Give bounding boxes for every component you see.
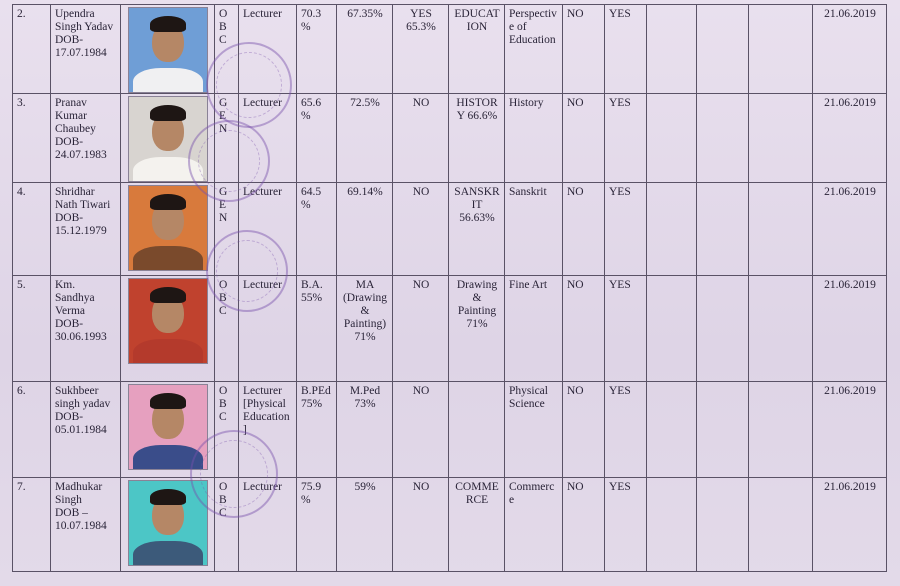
empty-cell <box>697 5 749 94</box>
candidate-name-cell <box>51 94 121 183</box>
subject-percent: COMMERCE <box>449 478 505 572</box>
serial-number: 6. <box>13 382 51 478</box>
category-cell <box>215 5 239 94</box>
candidate-photo <box>128 7 208 93</box>
graduation-percent: B.A. 55% <box>297 276 337 382</box>
candidate-name: Upendra Singh Yadav <box>55 8 114 33</box>
empty-cell <box>697 478 749 572</box>
date-of-birth: DOB-05.01.1984 <box>55 411 107 436</box>
candidate-name-cell <box>51 183 121 276</box>
serial-number: 5. <box>13 276 51 382</box>
candidate-name-cell <box>51 5 121 94</box>
empty-cell <box>697 382 749 478</box>
column-yes: YES <box>605 276 647 382</box>
photo-cell <box>121 382 215 478</box>
specialization: Fine Art <box>505 276 563 382</box>
post: Lecturer <box>239 478 297 572</box>
empty-cell <box>697 183 749 276</box>
specialization: Physical Science <box>505 382 563 478</box>
subject-percent: HISTORY 66.6% <box>449 94 505 183</box>
appointment-date: 21.06.2019 <box>813 478 887 572</box>
graduation-percent: 70.3 % <box>297 5 337 94</box>
photo-cell <box>121 5 215 94</box>
photo-cell <box>121 183 215 276</box>
specialization: Perspective of Education <box>505 5 563 94</box>
candidate-row <box>13 478 887 572</box>
subject-percent: SANSKRIT 56.63% <box>449 183 505 276</box>
column-no: NO <box>563 5 605 94</box>
empty-cell <box>749 94 813 183</box>
category-cell <box>215 276 239 382</box>
column-yes: YES <box>605 478 647 572</box>
candidate-row <box>13 276 887 382</box>
date-of-birth: DOB-30.06.1993 <box>55 318 107 343</box>
category-cell <box>215 94 239 183</box>
column-yes: YES <box>605 94 647 183</box>
column-no: NO <box>563 94 605 183</box>
column-no: NO <box>563 183 605 276</box>
serial-number: 2. <box>13 5 51 94</box>
empty-cell <box>647 183 697 276</box>
candidate-table <box>12 4 887 572</box>
serial-number: 7. <box>13 478 51 572</box>
date-of-birth: DOB-24.07.1983 <box>55 136 107 161</box>
candidate-photo <box>128 96 208 182</box>
net-status: NO <box>393 382 449 478</box>
post-graduation-percent: 69.14% <box>337 183 393 276</box>
column-yes: YES <box>605 382 647 478</box>
net-status: NO <box>393 478 449 572</box>
category: OBC <box>219 279 228 317</box>
empty-cell <box>749 5 813 94</box>
post-graduation-percent: 59% <box>337 478 393 572</box>
appointment-date: 21.06.2019 <box>813 94 887 183</box>
specialization: Commerce <box>505 478 563 572</box>
subject-percent <box>449 382 505 478</box>
column-no: NO <box>563 276 605 382</box>
candidate-photo <box>128 185 208 271</box>
category-cell <box>215 382 239 478</box>
post-graduation-percent: 72.5% <box>337 94 393 183</box>
category: OBC <box>219 481 228 519</box>
category: GEN <box>219 186 228 224</box>
empty-cell <box>749 382 813 478</box>
candidate-row <box>13 183 887 276</box>
net-status: NO <box>393 276 449 382</box>
photo-cell <box>121 94 215 183</box>
serial-number: 4. <box>13 183 51 276</box>
column-yes: YES <box>605 5 647 94</box>
candidate-photo <box>128 480 208 566</box>
post-graduation-percent: MA (Drawing & Painting) 71% <box>337 276 393 382</box>
graduation-percent: 65.6 % <box>297 94 337 183</box>
candidate-photo <box>128 384 208 470</box>
empty-cell <box>749 183 813 276</box>
column-no: NO <box>563 478 605 572</box>
category: GEN <box>219 97 228 135</box>
category-cell <box>215 478 239 572</box>
empty-cell <box>647 276 697 382</box>
net-status: NO <box>393 94 449 183</box>
candidate-name: Madhukar Singh <box>55 481 103 506</box>
graduation-percent: 64.5 % <box>297 183 337 276</box>
appointment-date: 21.06.2019 <box>813 276 887 382</box>
candidate-name-cell <box>51 276 121 382</box>
candidate-name: Km. Sandhya Verma <box>55 279 95 317</box>
empty-cell <box>647 382 697 478</box>
candidate-row <box>13 5 887 94</box>
candidate-name: Pranav Kumar Chaubey <box>55 97 96 135</box>
column-yes: YES <box>605 183 647 276</box>
candidate-row <box>13 382 887 478</box>
date-of-birth: DOB – 10.07.1984 <box>55 507 107 532</box>
photo-cell <box>121 478 215 572</box>
date-of-birth: DOB-15.12.1979 <box>55 212 107 237</box>
empty-cell <box>647 478 697 572</box>
empty-cell <box>697 276 749 382</box>
candidate-name-cell <box>51 382 121 478</box>
empty-cell <box>647 94 697 183</box>
serial-number: 3. <box>13 94 51 183</box>
post-graduation-percent: 67.35% <box>337 5 393 94</box>
candidate-name: Sukhbeer singh yadav <box>55 385 111 410</box>
post: Lecturer <box>239 276 297 382</box>
subject-percent: EDUCATION <box>449 5 505 94</box>
category: OBC <box>219 385 228 423</box>
appointment-date: 21.06.2019 <box>813 5 887 94</box>
category: OBC <box>219 8 228 46</box>
post-graduation-percent: M.Ped 73% <box>337 382 393 478</box>
date-of-birth: DOB-17.07.1984 <box>55 34 107 59</box>
graduation-percent: B.PEd 75% <box>297 382 337 478</box>
empty-cell <box>697 94 749 183</box>
post: Lecturer <box>239 183 297 276</box>
column-no: NO <box>563 382 605 478</box>
net-status: YES 65.3% <box>393 5 449 94</box>
post: Lecturer <box>239 94 297 183</box>
candidate-name: Shridhar Nath Tiwari <box>55 186 111 211</box>
specialization: History <box>505 94 563 183</box>
subject-percent: Drawing & Painting 71% <box>449 276 505 382</box>
candidate-photo <box>128 278 208 364</box>
post: Lecturer [Physical Education] <box>239 382 297 478</box>
specialization: Sanskrit <box>505 183 563 276</box>
net-status: NO <box>393 183 449 276</box>
appointment-date: 21.06.2019 <box>813 183 887 276</box>
empty-cell <box>647 5 697 94</box>
candidate-name-cell <box>51 478 121 572</box>
photo-cell <box>121 276 215 382</box>
post: Lecturer <box>239 5 297 94</box>
empty-cell <box>749 478 813 572</box>
graduation-percent: 75.9 % <box>297 478 337 572</box>
empty-cell <box>749 276 813 382</box>
category-cell <box>215 183 239 276</box>
candidate-row <box>13 94 887 183</box>
appointment-date: 21.06.2019 <box>813 382 887 478</box>
